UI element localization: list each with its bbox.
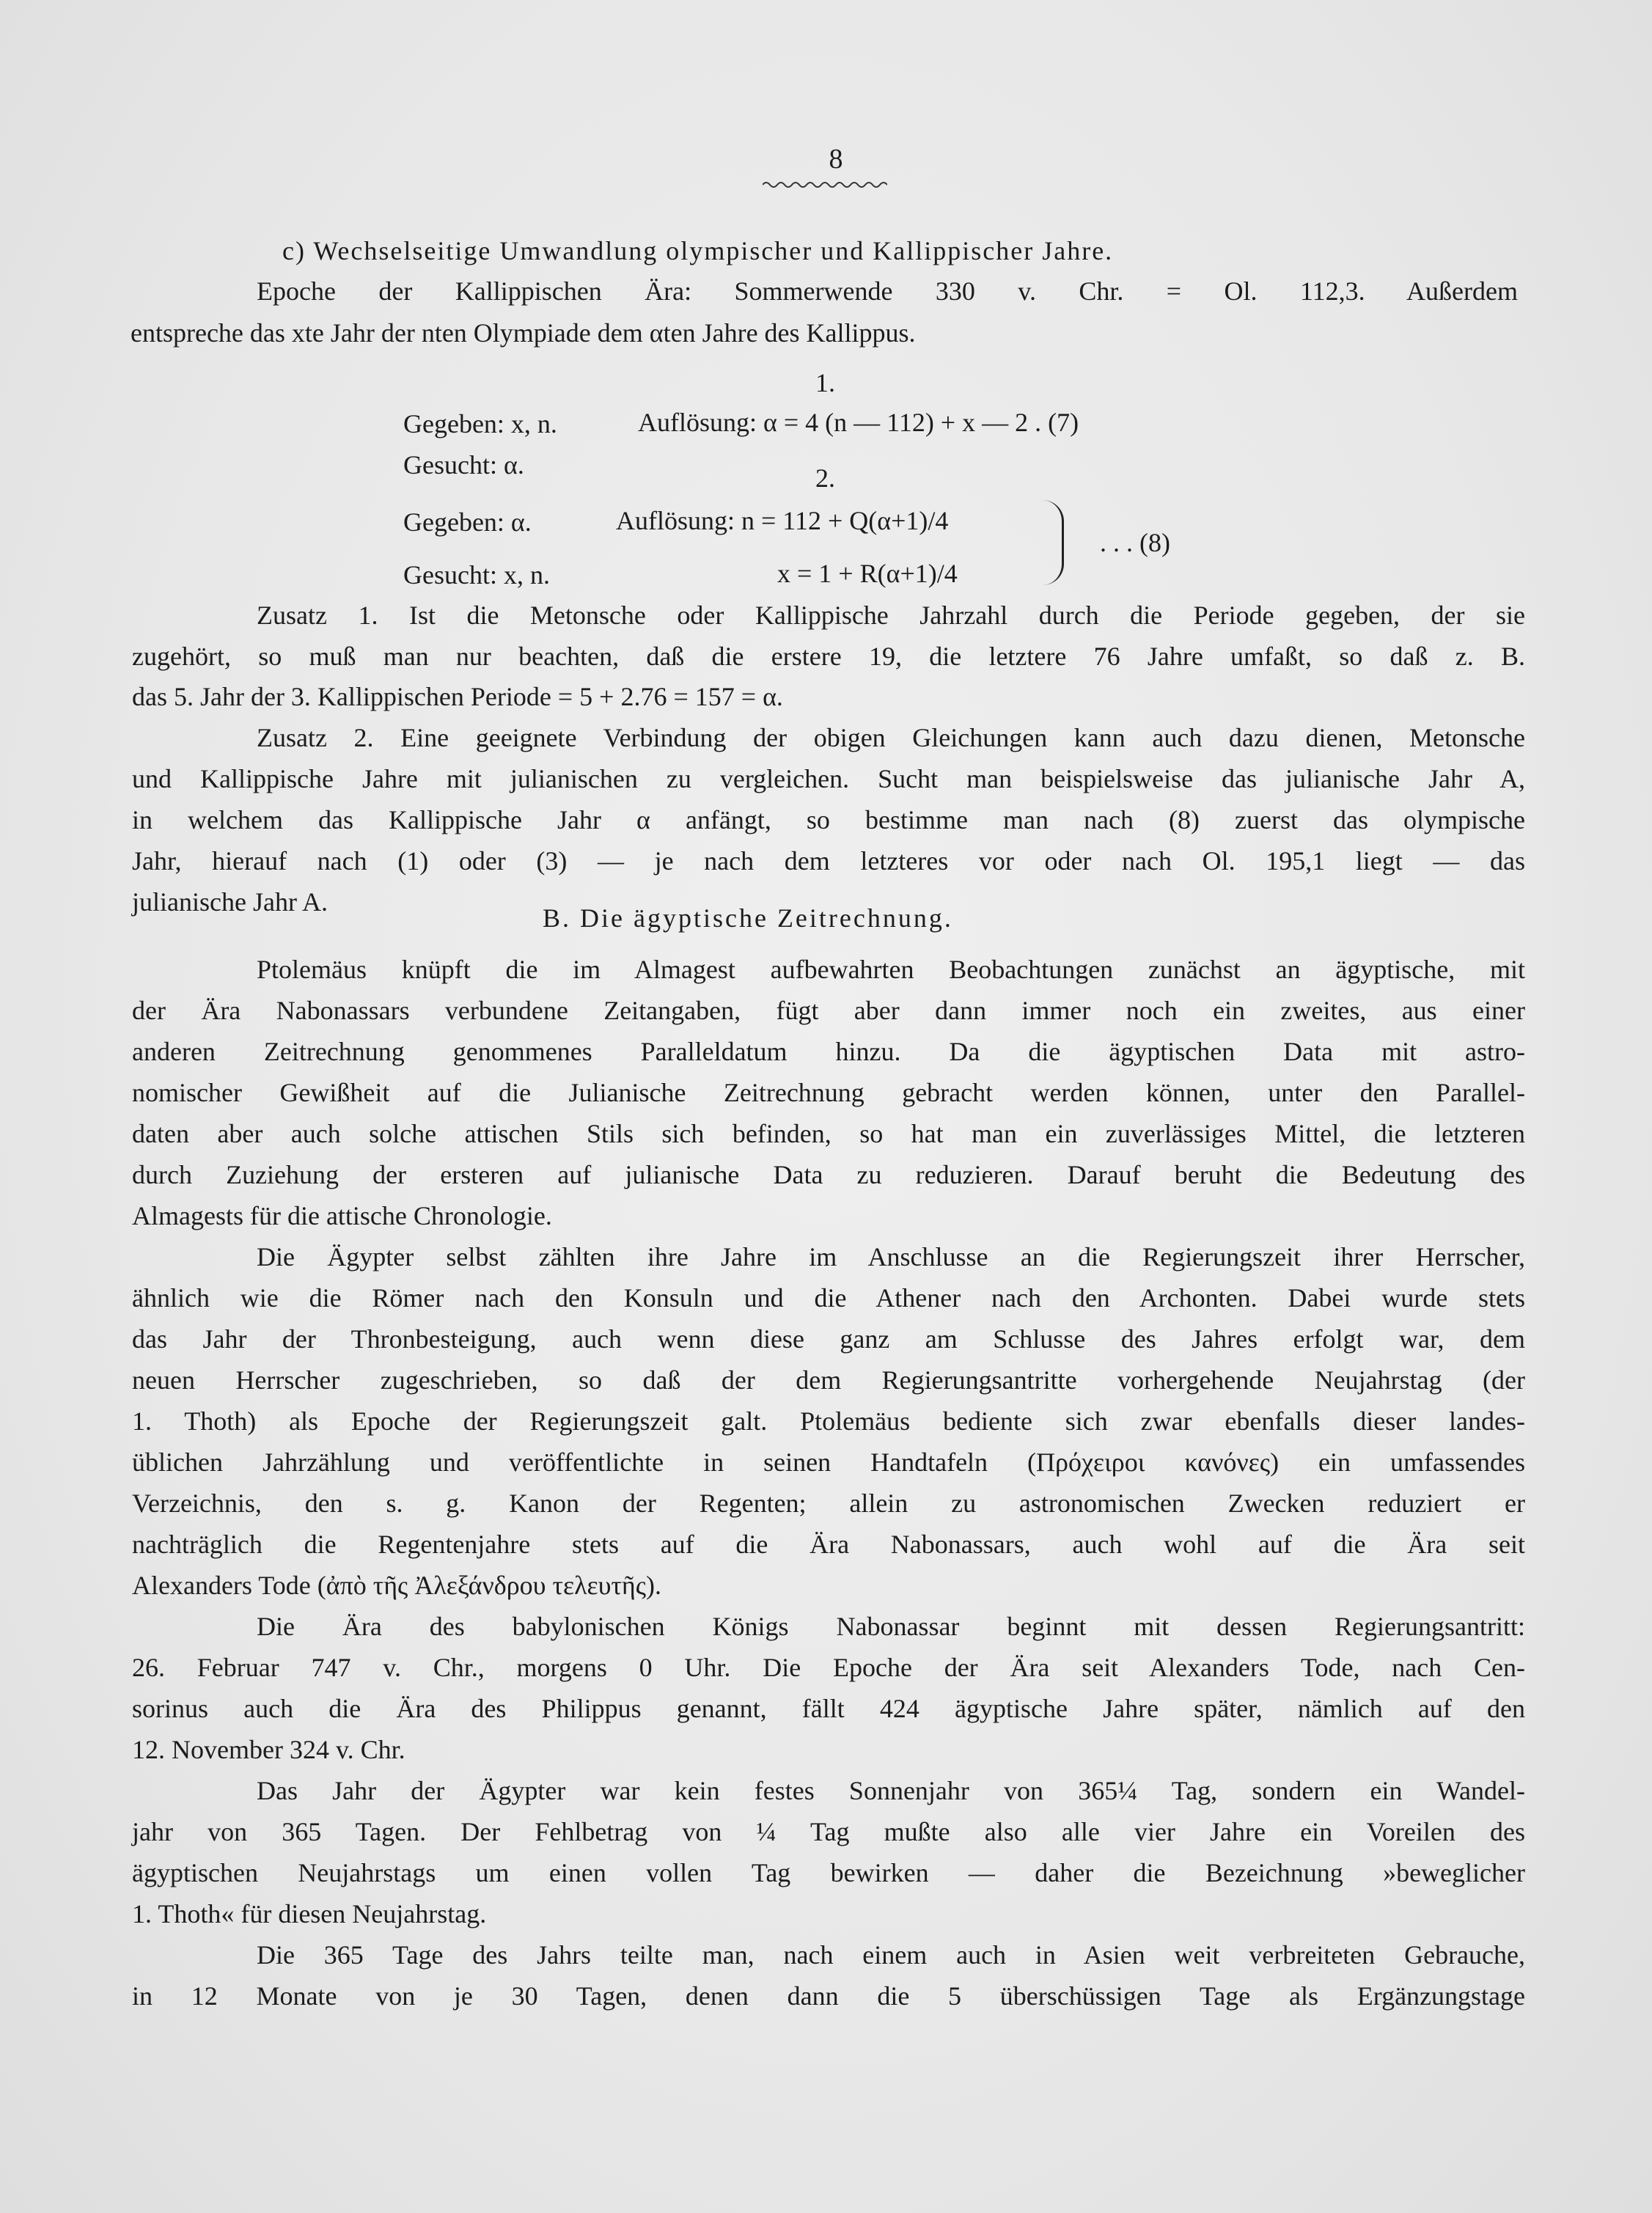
p2-line-9: Alexanders Tode (ἀπὸ τῆς Ἀλεξάνδρου τελευτῆς). xyxy=(132,1571,662,1600)
p3-line-1: Die Ära des babylonischen Königs Nabonassar beginnt mit dessen Regierungsantritt: xyxy=(257,1612,1525,1641)
zusatz1-line-3: das 5. Jahr der 3. Kallippischen Periode = 5 + 2.76 = 157 = α. xyxy=(132,682,783,711)
right-brace xyxy=(1043,500,1064,585)
zusatz2-line-4: Jahr, hierauf nach (1) oder (3) — je nach dem letzteres vor oder nach Ol. 195,1 liegt — das xyxy=(132,846,1525,876)
zusatz2-line-1: Zusatz 2. Eine geeignete Verbindung der obigen Gleichungen kann auch dazu dienen, Metonsche xyxy=(257,723,1525,752)
case-2-sought: Gesucht: x, n. xyxy=(403,560,550,590)
p1-line-3: anderen Zeitrechnung genommenes Paralleldatum hinzu. Da die ägyptischen Data mit astro- xyxy=(132,1037,1525,1066)
p4-line-2: jahr von 365 Tagen. Der Fehlbetrag von ¼ Tag mußte also alle vier Jahre ein Voreilen des xyxy=(132,1817,1525,1846)
p2-line-4: neuen Herrscher zugeschrieben, so daß der dem Regierungsantritte vorhergehende Neujahrstag (der xyxy=(132,1365,1525,1395)
p1-line-7: Almagests für die attische Chronologie. xyxy=(132,1201,552,1230)
case-2-equation-number: . . . (8) xyxy=(1100,528,1170,557)
p2-line-8: nachträglich die Regentenjahre stets auf die Ära Nabonassars, auch wohl auf die Ära seit xyxy=(132,1530,1525,1559)
p4-line-4: 1. Thoth« für diesen Neujahrstag. xyxy=(132,1899,487,1928)
p2-line-2: ähnlich wie die Römer nach den Konsuln und die Athener nach den Archonten. Dabei wurde stets xyxy=(132,1283,1525,1313)
case-2-given: Gegeben: α. xyxy=(403,507,532,537)
p3-line-3: sorinus auch die Ära des Philippus genannt, fällt 424 ägyptische Jahre später, nämlich auf den xyxy=(132,1694,1525,1723)
p5-line-1: Die 365 Tage des Jahrs teilte man, nach einem auch in Asien weit verbreiteten Gebrauche, xyxy=(257,1940,1525,1970)
case-1-solution: Auflösung: α = 4 (n — 112) + x — 2 . (7) xyxy=(638,408,1079,437)
p1-line-2: der Ära Nabonassars verbundene Zeitangaben, fügt aber dann immer noch ein zweites, aus einer xyxy=(132,996,1525,1025)
decorative-wavy-rule xyxy=(763,180,887,190)
p4-line-3: ägyptischen Neujahrstags um einen vollen Tag bewirken — daher die Bezeichnung »beweglicher xyxy=(132,1858,1525,1887)
p2-line-1: Die Ägypter selbst zählten ihre Jahre im Anschlusse an die Regierungszeit ihrer Herrscher, xyxy=(257,1242,1525,1271)
p1-line-4: nomischer Gewißheit auf die Julianische Zeitrechnung gebracht werden können, unter den Parallel- xyxy=(132,1078,1525,1107)
zusatz2-line-3: in welchem das Kallippische Jahr α anfängt, so bestimme man nach (8) zuerst das olympische xyxy=(132,805,1525,834)
zusatz2-line-5: julianische Jahr A. xyxy=(132,887,328,917)
case-1-sought: Gesucht: α. xyxy=(403,450,524,480)
p1-line-6: durch Zuziehung der ersteren auf julianische Data zu reduzieren. Darauf beruht die Bedeutung des xyxy=(132,1160,1525,1189)
p5-line-2: in 12 Monate von je 30 Tagen, denen dann die 5 überschüssigen Tage als Ergänzungstage xyxy=(132,1981,1525,2011)
zusatz2-line-2: und Kallippische Jahre mit julianischen zu vergleichen. Sucht man beispielsweise das julianische Jahr A, xyxy=(132,764,1525,793)
section-c-title: c) Wechselseitige Umwandlung olympischer und Kallippischer Jahre. xyxy=(282,236,1114,265)
p2-line-6: üblichen Jahrzählung und veröffentlichte in seinen Handtafeln (Πρόχειροι κανόνες) ein umfassendes xyxy=(132,1447,1525,1477)
case-2-label: 2. xyxy=(815,463,835,493)
p1-line-5: daten aber auch solche attischen Stils sich befinden, so hat man ein zuverlässiges Mittel, die letzteren xyxy=(132,1119,1525,1148)
epoch-line-1: Epoche der Kallippischen Ära: Sommerwende 330 v. Chr. = Ol. 112,3. Außerdem xyxy=(257,276,1518,306)
p2-line-5: 1. Thoth) als Epoche der Regierungszeit galt. Ptolemäus bediente sich zwar ebenfalls dieser landes- xyxy=(132,1406,1525,1436)
case-2-solution-x: x = 1 + R(α+1)/4 xyxy=(777,559,958,588)
case-1-label: 1. xyxy=(815,368,835,397)
case-2-solution-n: Auflösung: n = 112 + Q(α+1)/4 xyxy=(616,506,949,535)
p3-line-4: 12. November 324 v. Chr. xyxy=(132,1735,405,1764)
p2-line-7: Verzeichnis, den s. g. Kanon der Regenten; allein zu astronomischen Zwecken reduziert er xyxy=(132,1489,1525,1518)
zusatz1-line-1: Zusatz 1. Ist die Metonsche oder Kallippische Jahrzahl durch die Periode gegeben, der sie xyxy=(257,601,1525,630)
case-1-given: Gegeben: x, n. xyxy=(403,409,557,438)
p3-line-2: 26. Februar 747 v. Chr., morgens 0 Uhr. Die Epoche der Ära seit Alexanders Tode, nach Cen- xyxy=(132,1653,1525,1682)
epoch-line-2: entspreche das xte Jahr der nten Olympiade dem αten Jahre des Kallippus. xyxy=(131,318,916,348)
page-number: 8 xyxy=(829,144,843,175)
p2-line-3: das Jahr der Thronbesteigung, auch wenn diese ganz am Schlusse des Jahres erfolgt war, dem xyxy=(132,1324,1525,1354)
p4-line-1: Das Jahr der Ägypter war kein festes Sonnenjahr von 365¼ Tag, sondern ein Wandel- xyxy=(257,1776,1525,1805)
section-b-title: B. Die ägyptische Zeitrechnung. xyxy=(543,903,953,933)
zusatz1-line-2: zugehört, so muß man nur beachten, daß die erstere 19, die letztere 76 Jahre umfaßt, so daß z. B. xyxy=(132,642,1525,671)
p1-line-1: Ptolemäus knüpft die im Almagest aufbewahrten Beobachtungen zunächst an ägyptische, mit xyxy=(257,955,1525,984)
